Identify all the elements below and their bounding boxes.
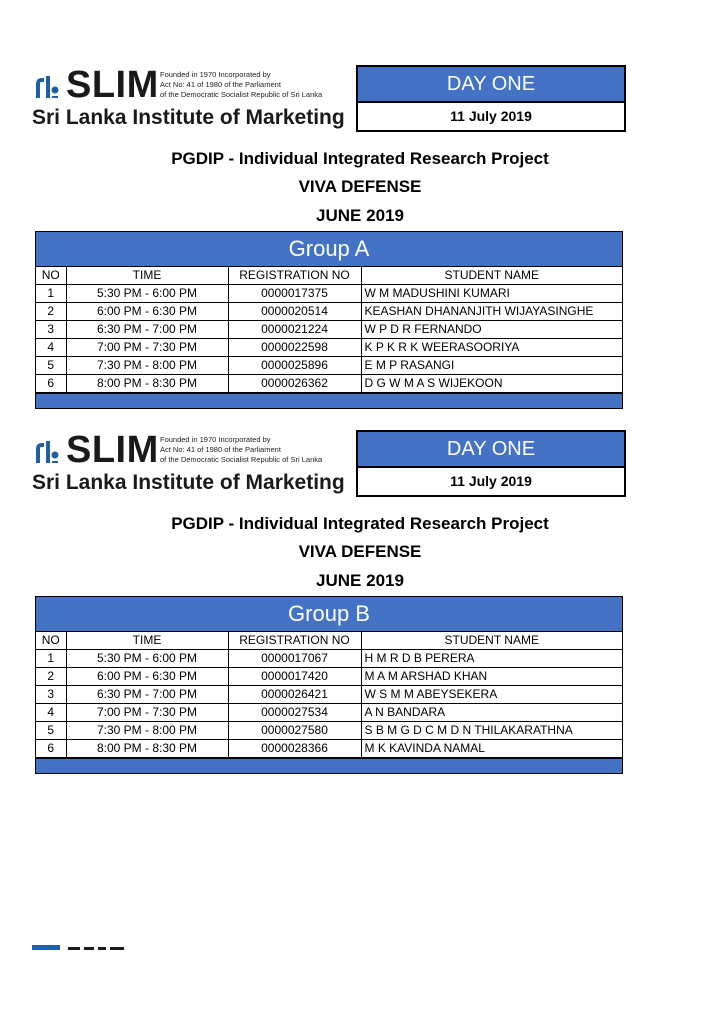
cell-time: 8:00 PM - 8:30 PM (66, 740, 228, 758)
schedule-table (36, 632, 622, 758)
institute-name: Sri Lanka Institute of Marketing (32, 471, 345, 494)
institute-name: Sri Lanka Institute of Marketing (32, 106, 345, 129)
cell-time: 6:00 PM - 6:30 PM (66, 303, 228, 321)
table-row (36, 303, 622, 321)
col-header-reg: REGISTRATION NO (228, 267, 361, 285)
cell-no: 6 (36, 375, 66, 393)
col-header-time: TIME (66, 632, 228, 650)
founded-text: Founded in 1970 Incorporated by Act No: 41 of 1980 of the Parliament of the Democratic Socialist Republic of Sri Lanka (160, 435, 323, 464)
cell-name: W S M M ABEYSEKERA (361, 686, 622, 704)
cell-name: W P D R FERNANDO (361, 321, 622, 339)
table-row (36, 668, 622, 686)
group-table-b (35, 596, 623, 774)
cell-name: E M P RASANGI (361, 357, 622, 375)
cell-time: 6:00 PM - 6:30 PM (66, 668, 228, 686)
cell-reg: 0000026421 (228, 686, 361, 704)
col-header-reg: REGISTRATION NO (228, 632, 361, 650)
heading-project: PGDIP - Individual Integrated Research Project (171, 514, 549, 533)
table-row (36, 357, 622, 375)
cell-reg: 0000021224 (228, 321, 361, 339)
cell-reg: 0000026362 (228, 375, 361, 393)
slim-logo (32, 66, 348, 132)
cell-reg: 0000017067 (228, 650, 361, 668)
cell-name: A N BANDARA (361, 704, 622, 722)
slim-logo (32, 431, 348, 497)
col-header-name: STUDENT NAME (361, 267, 622, 285)
cell-reg: 0000025896 (228, 357, 361, 375)
col-header-no: NO (36, 632, 66, 650)
cell-no: 3 (36, 686, 66, 704)
day-box (356, 65, 626, 132)
cell-reg: 0000017375 (228, 285, 361, 303)
day-date: 11 July 2019 (450, 473, 532, 489)
cell-time: 6:30 PM - 7:00 PM (66, 686, 228, 704)
table-header-row (36, 632, 622, 650)
day-box (356, 430, 626, 497)
day-date: 11 July 2019 (450, 108, 532, 124)
group-title: Group A (36, 232, 622, 267)
heading-month: JUNE 2019 (316, 571, 404, 590)
partial-logo-icon (32, 943, 272, 950)
table-header-row (36, 267, 622, 285)
table-row (36, 704, 622, 722)
partial-logo-cutoff (32, 940, 272, 950)
cell-no: 4 (36, 339, 66, 357)
col-header-no: NO (36, 267, 66, 285)
cell-no: 4 (36, 704, 66, 722)
cell-reg: 0000020514 (228, 303, 361, 321)
cell-time: 5:30 PM - 6:00 PM (66, 650, 228, 668)
cell-time: 7:30 PM - 8:00 PM (66, 722, 228, 740)
table-row (36, 722, 622, 740)
cell-name: S B M G D C M D N THILAKARATHNA (361, 722, 622, 740)
cell-name: W M MADUSHINI KUMARI (361, 285, 622, 303)
cell-no: 5 (36, 722, 66, 740)
cell-no: 1 (36, 285, 66, 303)
cell-time: 6:30 PM - 7:00 PM (66, 321, 228, 339)
cell-name: D G W M A S WIJEKOON (361, 375, 622, 393)
cell-no: 2 (36, 303, 66, 321)
cell-reg: 0000028366 (228, 740, 361, 758)
group-title: Group B (36, 597, 622, 632)
cell-name: KEASHAN DHANANJITH WIJAYASINGHE (361, 303, 622, 321)
cell-reg: 0000017420 (228, 668, 361, 686)
table-row (36, 650, 622, 668)
group-footer-bar (36, 393, 622, 408)
cell-no: 2 (36, 668, 66, 686)
cell-reg: 0000022598 (228, 339, 361, 357)
heading-month: JUNE 2019 (316, 206, 404, 225)
cell-time: 7:00 PM - 7:30 PM (66, 704, 228, 722)
table-row (36, 375, 622, 393)
day-title: DAY ONE (358, 67, 624, 103)
cell-reg: 0000027580 (228, 722, 361, 740)
group-table-a (35, 231, 623, 409)
table-row (36, 686, 622, 704)
cell-name: M K KAVINDA NAMAL (361, 740, 622, 758)
heading-viva: VIVA DEFENSE (298, 177, 422, 196)
schedule-table (36, 267, 622, 393)
cell-time: 8:00 PM - 8:30 PM (66, 375, 228, 393)
slim-emblem-icon (32, 437, 60, 467)
cell-time: 7:30 PM - 8:00 PM (66, 357, 228, 375)
slim-wordmark: SLIM (66, 429, 159, 471)
slim-wordmark: SLIM (66, 64, 159, 106)
cell-no: 6 (36, 740, 66, 758)
cell-reg: 0000027534 (228, 704, 361, 722)
table-row (36, 321, 622, 339)
table-row (36, 339, 622, 357)
cell-no: 5 (36, 357, 66, 375)
heading-viva: VIVA DEFENSE (298, 542, 422, 561)
cell-name: K P K R K WEERASOORIYA (361, 339, 622, 357)
cell-no: 3 (36, 321, 66, 339)
cell-name: H M R D B PERERA (361, 650, 622, 668)
cell-time: 5:30 PM - 6:00 PM (66, 285, 228, 303)
day-title: DAY ONE (358, 432, 624, 468)
slim-emblem-icon (32, 72, 60, 102)
table-row (36, 740, 622, 758)
table-row (36, 285, 622, 303)
founded-text: Founded in 1970 Incorporated by Act No: 41 of 1980 of the Parliament of the Democratic Socialist Republic of Sri Lanka (160, 70, 323, 99)
group-footer-bar (36, 758, 622, 773)
cell-name: M A M ARSHAD KHAN (361, 668, 622, 686)
heading-project: PGDIP - Individual Integrated Research Project (171, 149, 549, 168)
col-header-time: TIME (66, 267, 228, 285)
col-header-name: STUDENT NAME (361, 632, 622, 650)
cell-no: 1 (36, 650, 66, 668)
cell-time: 7:00 PM - 7:30 PM (66, 339, 228, 357)
